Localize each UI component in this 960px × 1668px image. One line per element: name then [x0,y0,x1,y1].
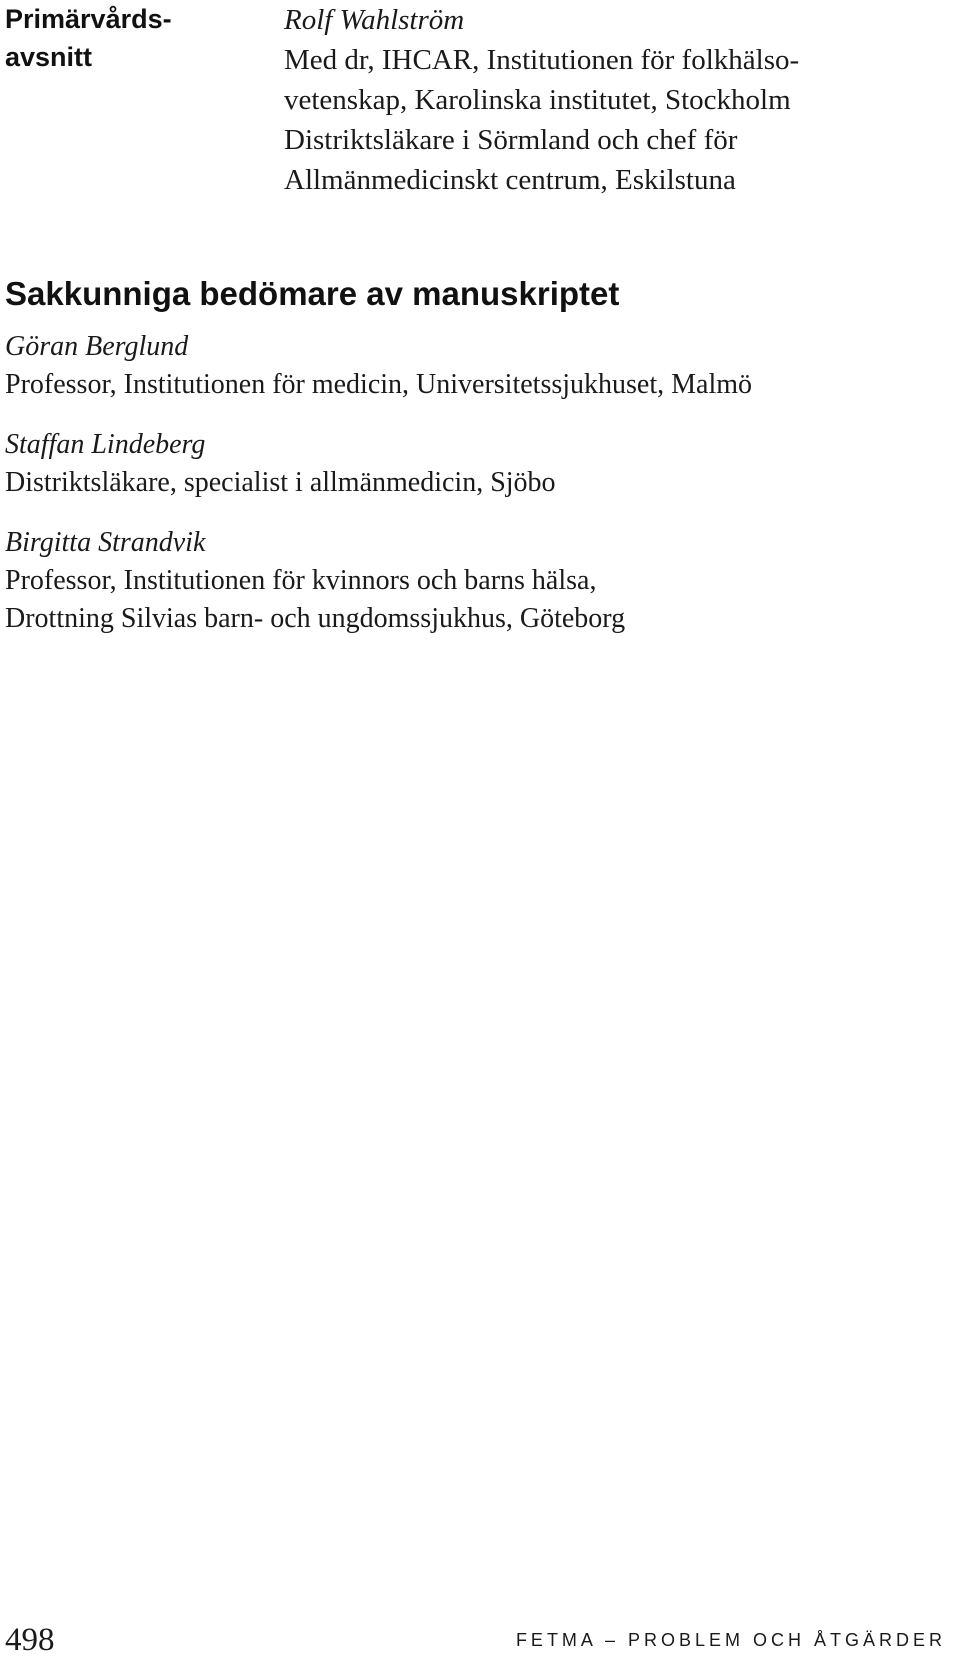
author-affiliation-line: Med dr, IHCAR, Institutionen för folkhälso- [284,44,800,76]
page-footer [0,1620,960,1660]
author-name: Rolf Wahlström [284,4,465,36]
section-label [5,0,265,76]
reviewer-name: Staffan Lindeberg [5,429,206,460]
reviewer-entry [5,426,945,502]
reviewers-list [5,328,945,660]
running-title: FETMA – PROBLEM OCH ÅTGÄRDER [515,1630,946,1650]
reviewer-entry [5,328,945,404]
reviewer-entry [5,524,945,638]
author-affiliation-line: Distriktsläkare i Sörmland och chef för [284,124,738,156]
reviewer-affiliation: Distriktsläkare, specialist i allmänmedicin, Sjöbo [5,467,556,498]
reviewers-heading: Sakkunniga bedömare av manuskriptet [5,275,620,312]
page-number: 498 [5,1622,55,1658]
section-label-line-2: avsnitt [5,42,93,72]
reviewer-affiliation: Professor, Institutionen för kvinnors och barns hälsa, [5,565,597,596]
reviewer-affiliation: Professor, Institutionen för medicin, Universitetssjukhuset, Malmö [5,369,753,400]
reviewer-affiliation: Drottning Silvias barn- och ungdomssjukhus, Göteborg [5,603,626,634]
reviewer-name: Birgitta Strandvik [5,527,206,558]
author-affiliation-line: Allmänmedicinskt centrum, Eskilstuna [284,164,736,196]
author-affiliation-line: vetenskap, Karolinska institutet, Stockholm [284,84,791,116]
reviewer-name: Göran Berglund [5,331,189,362]
author-block [284,0,944,200]
section-label-line-1: Primärvårds- [5,4,172,34]
